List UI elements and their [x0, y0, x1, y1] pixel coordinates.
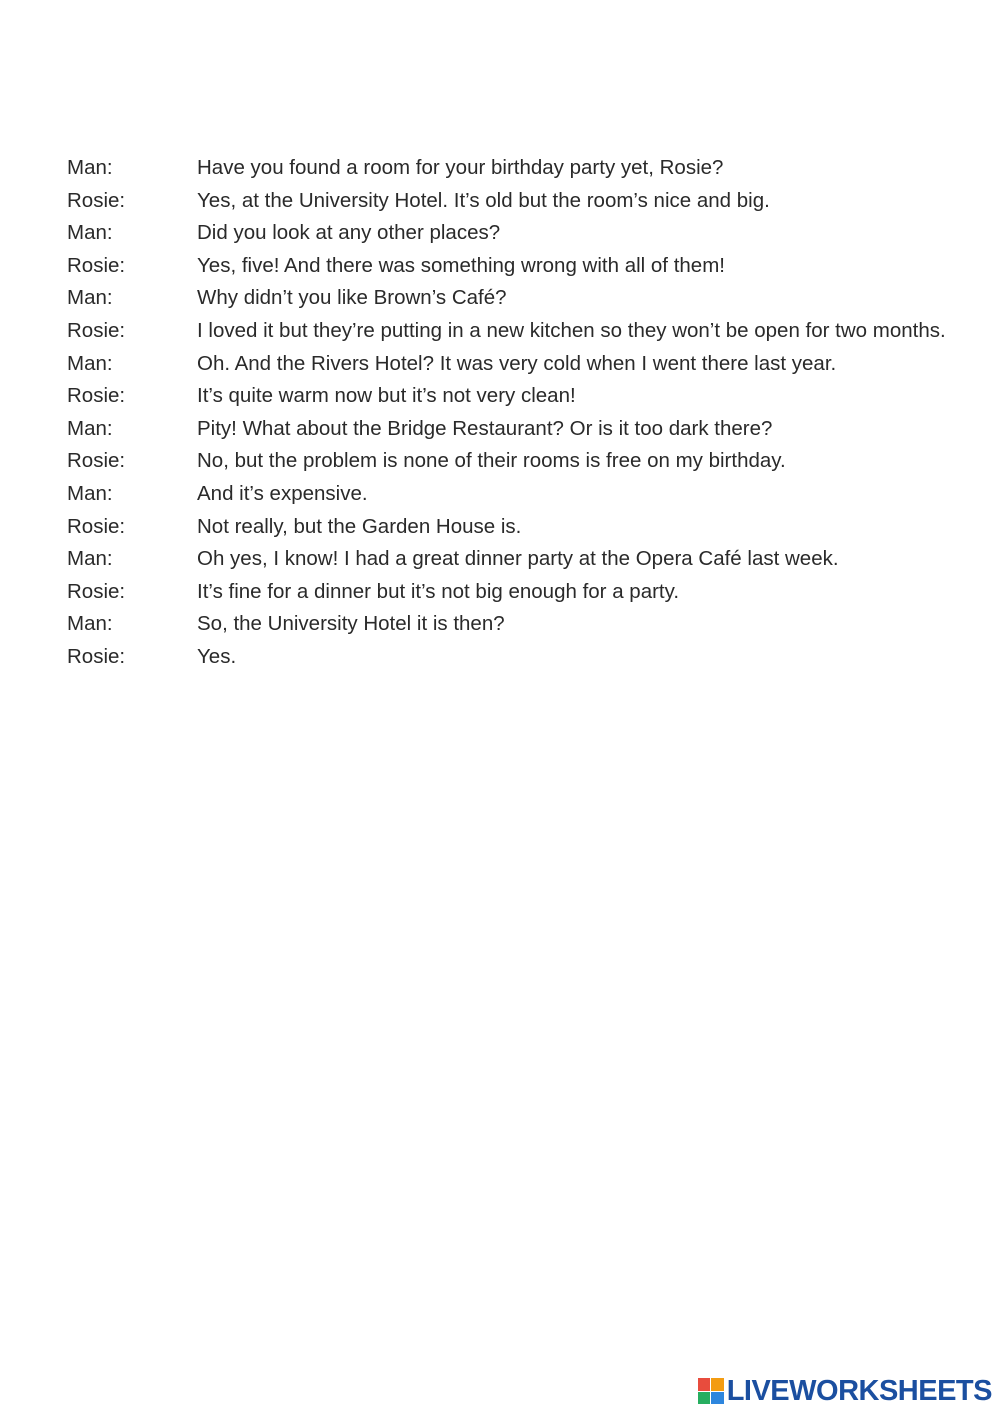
speaker-label: Rosie:: [67, 449, 126, 473]
utterance-text: Not really, but the Garden House is.: [197, 514, 522, 538]
utterance-text: No, but the problem is none of their rooms is free on my birthday.: [197, 449, 786, 473]
utterance-text: And it’s expensive.: [197, 481, 368, 505]
dialogue-line: [67, 576, 947, 609]
dialogue-line: [67, 413, 947, 446]
utterance-text: Have you found a room for your birthday party yet, Rosie?: [197, 156, 724, 179]
speaker-label: Man:: [67, 416, 113, 440]
speaker-label: Rosie:: [67, 644, 126, 668]
speaker-label: Rosie:: [67, 318, 126, 342]
dialogue-line: [67, 511, 947, 544]
dialogue-line: [67, 217, 947, 250]
dialogue-transcript: [67, 152, 947, 674]
speaker-label: Rosie:: [67, 514, 126, 538]
dialogue-line: [67, 152, 947, 185]
utterance-text: Oh. And the Rivers Hotel? It was very cold when I went there last year.: [197, 351, 837, 375]
utterance-text: Why didn’t you like Brown’s Café?: [197, 286, 507, 310]
dialogue-line: [67, 315, 947, 348]
dialogue-line: [67, 185, 947, 218]
dialogue-line: [67, 445, 947, 478]
speaker-label: Man:: [67, 547, 113, 571]
speaker-label: Rosie:: [67, 188, 126, 212]
utterance-text: Yes, at the University Hotel. It’s old but the room’s nice and big.: [197, 188, 770, 212]
liveworksheets-logo: [698, 1371, 992, 1411]
utterance-text: I loved it but they’re putting in a new kitchen so they won’t be open for two months.: [197, 318, 946, 342]
speaker-label: Man:: [67, 286, 113, 310]
dialogue-line: [67, 250, 947, 283]
speaker-label: Man:: [67, 481, 113, 505]
speaker-label: Rosie:: [67, 579, 126, 603]
utterance-text: Did you look at any other places?: [197, 221, 501, 245]
dialogue-line: [67, 478, 947, 511]
dialogue-line: [67, 348, 947, 381]
utterance-text: Yes, five! And there was something wrong with all of them!: [197, 253, 725, 277]
speaker-label: Man:: [67, 612, 113, 636]
liveworksheets-logo-icon: [698, 1378, 724, 1404]
utterance-text: It’s fine for a dinner but it’s not big enough for a party.: [197, 579, 680, 603]
dialogue-line: [67, 641, 947, 674]
utterance-text: Pity! What about the Bridge Restaurant? Or is it too dark there?: [197, 416, 773, 440]
speaker-label: Man:: [67, 221, 113, 245]
logo-wordmark: LIVEWORKSHEETS: [726, 1374, 992, 1407]
speaker-label: Man:: [67, 351, 113, 375]
utterance-text: So, the University Hotel it is then?: [197, 612, 505, 636]
utterance-text: It’s quite warm now but it’s not very clean!: [197, 384, 576, 408]
utterance-text: Oh yes, I know! I had a great dinner party at the Opera Café last week.: [197, 547, 839, 571]
dialogue-line: [67, 282, 947, 315]
speaker-label: Rosie:: [67, 384, 126, 408]
utterance-text: Yes.: [197, 644, 237, 668]
speaker-label: Rosie:: [67, 253, 126, 277]
dialogue-line: [67, 380, 947, 413]
speaker-label: Man:: [67, 156, 113, 179]
dialogue-line: [67, 608, 947, 641]
dialogue-line: [67, 543, 947, 576]
